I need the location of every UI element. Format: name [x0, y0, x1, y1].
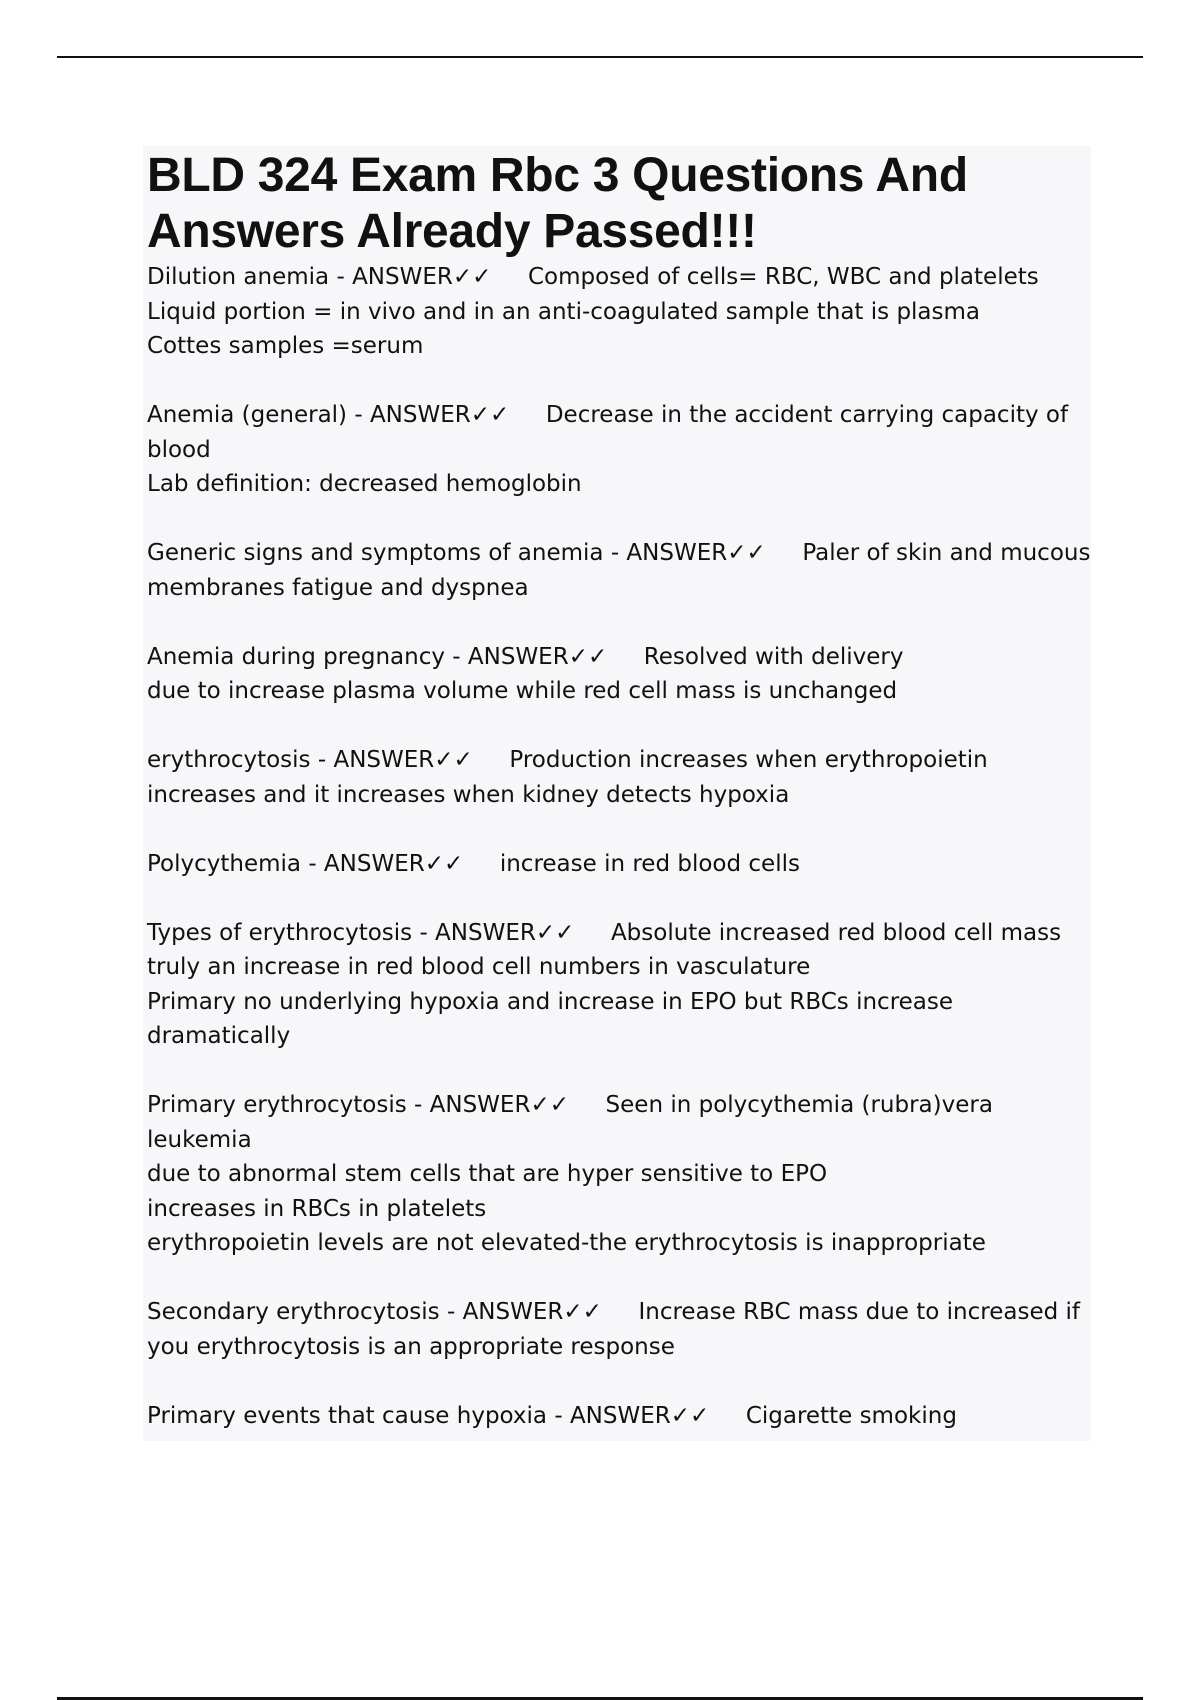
- qa-item: Primary erythrocytosis - ANSWER✓✓ Seen in polycythemia (rubra)vera leukemia due to abnormal stem cells that are hyper sensitive to EPO increases in RBCs in platelets erythropoietin levels are not elevated-the erythrocytosis is inappropriate: [147, 1092, 993, 1256]
- document-title: BLD 324 Exam Rbc 3 Questions And Answers Already Passed!!!: [147, 149, 968, 258]
- document-body: [143, 146, 1098, 1441]
- qa-item: Secondary erythrocytosis - ANSWER✓✓ Increase RBC mass due to increased if you erythrocytosis is an appropriate response: [147, 1299, 1088, 1360]
- qa-item: Dilution anemia - ANSWER✓✓ Composed of cells= RBC, WBC and platelets Liquid portion = in vivo and in an anti-coagulated sample that is plasma Cottes samples =serum: [147, 264, 1039, 359]
- qa-item: erythrocytosis - ANSWER✓✓ Production increases when erythropoietin increases and it increases when kidney detects hypoxia: [147, 747, 996, 808]
- qa-item: Primary events that cause hypoxia - ANSWER✓✓ Cigarette smoking: [147, 1402, 957, 1429]
- qa-list: [147, 260, 1098, 1433]
- qa-item: Types of erythrocytosis - ANSWER✓✓ Absolute increased red blood cell mass truly an increase in red blood cell numbers in vasculature Primary no underlying hypoxia and increase in EPO but RBCs increase dramatically: [147, 919, 1062, 1049]
- qa-item: Generic signs and symptoms of anemia - ANSWER✓✓ Paler of skin and mucous membranes fatigue and dyspnea: [147, 540, 1098, 601]
- top-rule: [57, 56, 1143, 58]
- qa-item: Anemia (general) - ANSWER✓✓ Decrease in the accident carrying capacity of blood Lab definition: decreased hemoglobin: [147, 402, 1069, 497]
- qa-item: Anemia during pregnancy - ANSWER✓✓ Resolved with delivery due to increase plasma volume while red cell mass is unchanged: [147, 643, 904, 704]
- qa-item: Polycythemia - ANSWER✓✓ increase in red blood cells: [147, 850, 800, 877]
